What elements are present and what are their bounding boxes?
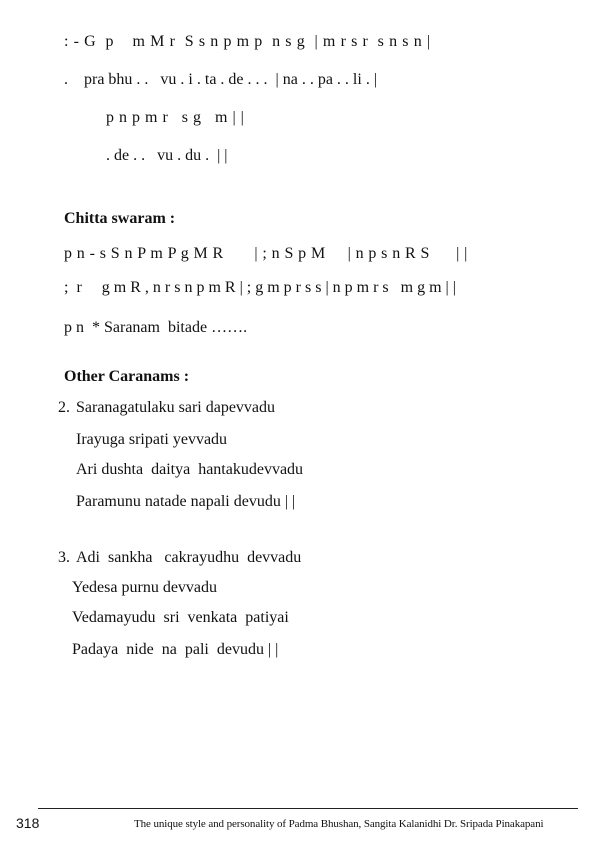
notation-line-1: : - G p m M r S s n p m p n s g | m r s r s n s n |: [64, 33, 431, 50]
verse-2-line-4: Paramunu natade napali devudu | |: [76, 493, 296, 510]
other-caranams-heading: Other Caranams :: [64, 368, 190, 385]
verse-2-number: 2.: [58, 399, 70, 416]
footer-rule: [38, 808, 578, 809]
verse-2-line-2: Irayuga sripati yevvadu: [76, 431, 228, 448]
verse-3-number: 3.: [58, 549, 70, 566]
verse-3-line-2: Yedesa purnu devvadu: [72, 579, 218, 596]
notation-line-2: . pra bhu . . vu . i . ta . de . . . | na . . pa . . li . |: [64, 71, 378, 88]
verse-2-line-3: Ari dushta daitya hantakudevvadu: [76, 461, 304, 478]
chitta-line-3: p n * Saranam bitade …….: [64, 319, 248, 336]
page-number: 318: [16, 815, 40, 831]
verse-2-line-1: Saranagatulaku sari dapevvadu: [76, 399, 276, 416]
verse-3-line-4: Padaya nide na pali devudu | |: [72, 641, 279, 658]
chitta-line-1: p n - s S n P m P g M R | ; n S p M | n p s n R S | |: [64, 245, 468, 262]
footer-text: The unique style and personality of Padma Bhushan, Sangita Kalanidhi Dr. Sripada Pinakapani: [134, 818, 544, 830]
verse-3-line-1: Adi sankha cakrayudhu devvadu: [76, 549, 302, 566]
chitta-swaram-heading: Chitta swaram :: [64, 210, 176, 227]
chitta-line-2: ; r g m R , n r s n p m R | ; g m p r s s | n p m r s m g m | |: [64, 279, 456, 296]
notation-line-3: p n p m r s g m | |: [106, 109, 245, 126]
notation-line-4: . de . . vu . du . | |: [106, 147, 228, 164]
verse-3-line-3: Vedamayudu sri venkata patiyai: [72, 609, 289, 626]
